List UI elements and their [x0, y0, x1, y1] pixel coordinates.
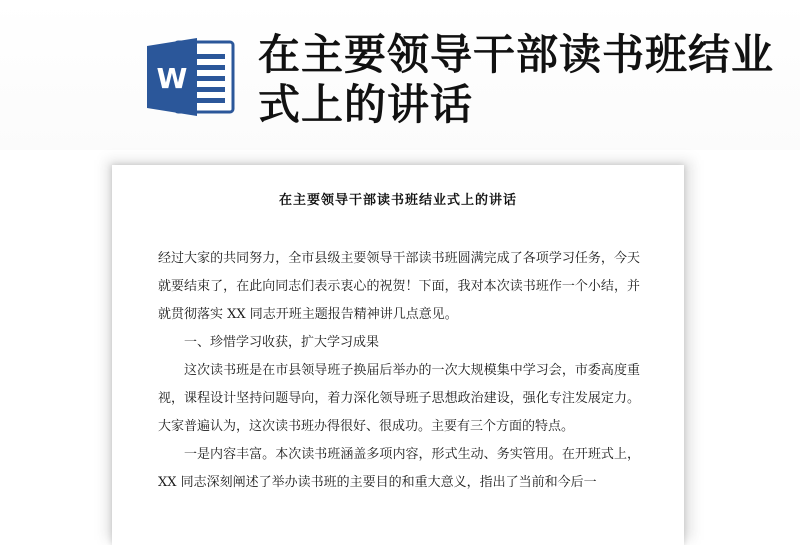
document-body [158, 245, 640, 497]
section-heading: 一、珍惜学习收获，扩大学习成果 [184, 335, 380, 350]
document-title: 在主要领导干部读书班结业式上的讲话 [278, 193, 517, 208]
word-document-icon [145, 36, 237, 118]
banner-title: 在主要领导干部读书班结业式上的讲话 [258, 30, 775, 129]
paragraph-intro: 经过大家的共同努力，全市县级主要领导干部读书班圆满完成了各项学习任务，今天就要结束了，在此向同志们表示衷心的祝贺！下面，我对本次读书班作一个小结，并就贯彻落实 XX 同志开班主题报告精神讲几点意见。 [158, 251, 640, 322]
paragraph-features: 这次读书班是在市县领导班子换届后举办的一次大规模集中学习会，市委高度重视，课程设计坚持问题导向，着力深化领导班子思想政治建设，强化专注发展定力。大家普遍认为，这次读书班办得很好、很成功。主要有三个方面的特点。 [158, 363, 640, 434]
paragraph-content: 一是内容丰富。本次读书班涵盖多项内容，形式生动、务实管用。在开班式上，XX 同志深刻阐述了举办读书班的主要目的和重大意义，指出了当前和今后一 [158, 447, 640, 490]
word-icon-letter: W [156, 62, 188, 95]
document-page [112, 165, 684, 545]
